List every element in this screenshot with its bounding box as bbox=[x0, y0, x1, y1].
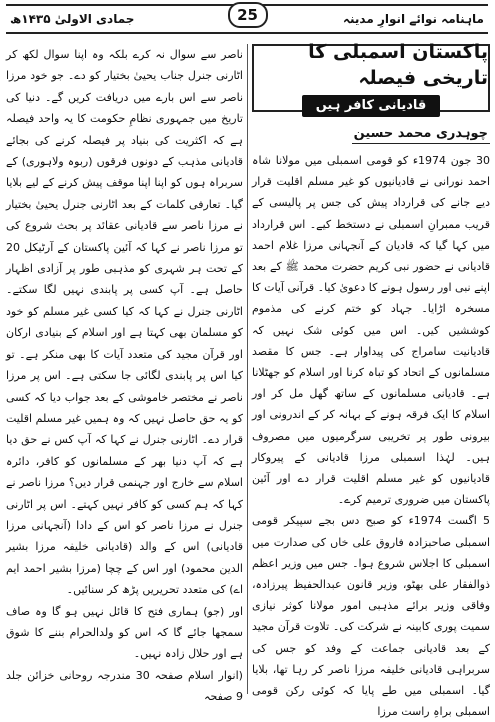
paragraph: (انوار اسلام صفحہ 30 مندرجہ روحانی خزائن جلد 9 صفحہ bbox=[6, 668, 243, 704]
right-column bbox=[252, 41, 490, 719]
column-divider bbox=[247, 44, 248, 694]
page-number: 25 bbox=[228, 2, 268, 28]
magazine-name: ماہنامہ نوائے انوارِ مدینہ bbox=[342, 12, 484, 26]
paragraph: 30 جون 1974ء کو قومی اسمبلی میں مولانا شاہ احمد نورانی نے قادیانیوں کو غیر مسلم اقلیت قرار دیے جانے کی قرارداد پیش کی جس پر پالیسی کے قریب ممبرانِ اسمبلی نے دستخط کیے۔ اس قرارداد میں کہا گیا کہ قادیان کے آنجہانی مرزا غلام احمد قادیانی نے حضور نبی کریم حضرت محمد ﷺ کے بعد اپنے نبی اور رسول ہونے کا دعویٰ کیا۔ قرآنی آیات کا مسخرہ اڑایا۔ جہاد کو ختم کرنے کی مذموم کوششیں کیں۔ اس میں کوئی شک نہیں کہ قادیانیت سامراج کی پیداوار ہے۔ جس کا مقصد مسلمانوں کے اتحاد کو تباہ کرنا اور اسلام کو جھٹلانا ہے۔ قادیانی مسلمانوں کے ساتھ گھل مل کر اور اسلام کا ایک فرقہ ہونے کے بہانہ کر کے اندرونی اور بیرونی طور پر تخریبی سرگرمیوں میں مصروف ہیں۔ لہٰذا اسمبلی مرزا قادیانی کے پیروکار قادیانیوں کو غیر مسلم اقلیت قرار دے اور آئین پاکستان میں ضروری ترمیم کرے۔ bbox=[252, 154, 490, 507]
paragraph: 5 اگست 1974ء کو صبح دس بجے سپیکر قومی اسمبلی صاحبزادہ فاروق علی خاں کی صدارت میں اسمبلی کا اجلاس شروع ہوا۔ جس میں وزیر اعظم ذوالفقار علی بھٹو، وزیر قانون عبدالحفیظ پیرزادہ، وفاقی وزیر برائے مذہبی امور مولانا کوثر نیازی سمیت پوری کابینہ نے شرکت کی۔ تلاوت قرآن مجید کے بعد قادیانی جماعت کے وفد کو جس کی سربراہی قادیانی خلیفہ مرزا ناصر کر رہا تھا، بلایا گیا۔ اسمبلی میں طے پایا کہ کوئی رکن قومی اسمبلی براہِ راست مرزا bbox=[252, 514, 490, 719]
left-column bbox=[6, 44, 243, 704]
paragraph: اور (جو) ہماری فتح کا قائل نہیں ہو گا وہ صاف سمجھا جائے گا کہ اس کو ولدالحرام بننے کا شوق ہے اور حلال زادہ نہیں۔ bbox=[6, 604, 243, 661]
issue-date: جمادی الاولیٰ ۱۴۳۵ھ bbox=[10, 12, 135, 26]
article-body-right bbox=[252, 150, 490, 722]
article-title: پاکستان اسمبلی کا تاریخی فیصلہ bbox=[308, 41, 488, 89]
paragraph: ناصر سے سوال نہ کرے بلکہ وہ اپنا سوال لکھ کر اٹارنی جنرل جناب یحییٰ بختیار کو دے۔ جو خود مرزا ناصر سے اس بارے میں دریافت کریں گے۔ دنیا کی تاریخ میں جمہوری نظامِ حکومت کا یہ واحد فیصلہ ہے کہ اکثریت کی بنیاد پر فیصلہ کرنے کی بجائے قادیانی مذہب کے دونوں فرقوں (ربوہ ولاہوری) کے سربراہ ہوں کو اپنا اپنا موقف پیش کرنے کے لیے بلایا گیا۔ تعارفی کلمات کے بعد اٹارنی جنرل یحییٰ بختیار نے مرزا ناصر سے قادیانی عقائد پر بحث شروع کی تو مرزا ناصر نے کہا کہ آئین پاکستان کے آرٹیکل 20 کے تحت ہر شہری کو مذہبی طور پر آزادی اظہار حاصل ہے۔ آپ کسی پر پابندی نہیں لگا سکتے۔ اٹارنی جنرل نے کہا کہ کیا کسی غیر مسلم کو خود کو مسلمان بھی کہتا ہے اور اسلام کے بنیادی ارکان اور قرآن مجید کی متعدد آیات کا بھی منکر ہے۔ تو کیا اس پر پابندی لگائی جا سکتی ہے۔ اس پر مرزا ناصر نے مختصر خاموشی کے بعد جواب دیا کہ کسی کو یہ حق حاصل نہیں کہ وہ ہمیں غیر مسلم اقلیت قرار دے۔ اٹارنی جنرل نے کہا کہ آپ کس نے حق دیا ہے کہ آپ دنیا بھر کے مسلمانوں کو کافر، دائرہ اسلام سے خارج اور جہنمی قرار دیں؟ مرزا ناصر نے کہا کہ ہم کسی کو کافر نہیں کہتے۔ اس پر اٹارنی جنرل نے مرزا ناصر کو اس کے دادا (آنجہانی مرزا قادیانی) اس کے والد (قادیانی خلیفہ مرزا بشیر الدین محمود) اور اس کے چچا (مرزا بشیر احمد ایم اے) کی متعدد تحریریں پڑھ کر سنائیں۔ bbox=[6, 48, 243, 597]
article-subtitle: قادیانی کافر ہیں bbox=[302, 95, 441, 117]
article-title-box bbox=[252, 41, 490, 113]
article-author: چوہدری محمد حسین bbox=[352, 126, 490, 144]
